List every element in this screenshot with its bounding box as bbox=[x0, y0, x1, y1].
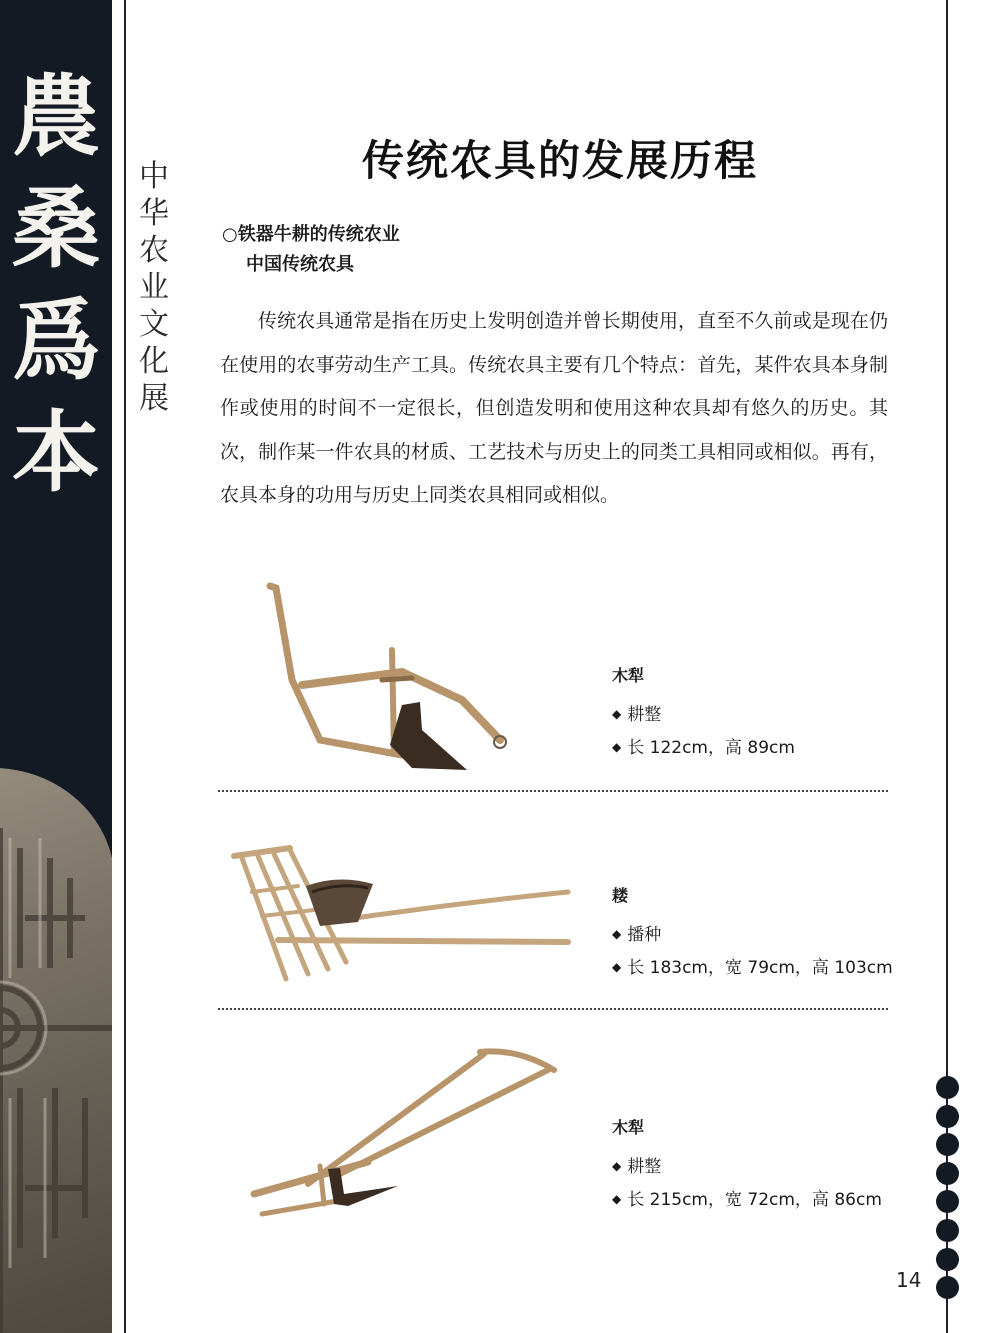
tool-size: ◆ 长 215cm，宽 72cm，高 86cm bbox=[612, 1190, 882, 1210]
stone-tile-image bbox=[0, 768, 112, 1333]
tool-size: ◆ 长 183cm，宽 79cm，高 103cm bbox=[612, 958, 893, 978]
binding-dot bbox=[936, 1105, 959, 1128]
left-decorative-band bbox=[0, 0, 112, 1333]
page-title: 传统农具的发展历程 bbox=[361, 136, 758, 185]
binding-dot bbox=[936, 1276, 959, 1299]
left-vertical-rule bbox=[124, 0, 126, 1333]
tool-use: ◆ 耕整 bbox=[612, 1157, 662, 1177]
exhibit-char: 华 bbox=[139, 196, 169, 231]
calligraphy-char: 農 bbox=[11, 64, 100, 168]
section-subheading: 中国传统农具 bbox=[246, 254, 354, 275]
binding-dot bbox=[936, 1162, 959, 1185]
binding-dots-decoration bbox=[936, 1076, 960, 1305]
calligraphy-title bbox=[0, 60, 112, 508]
intro-paragraph: 传统农具通常是指在历史上发明创造并曾长期使用，直至不久前或是现在仍在使用的农事劳动生产工具。传统农具主要有几个特点：首先，某件农具本身制作或使用的时间不一定很长，但创造发明和使用这种农具却有悠久的历史。其次，制作某一件农具的材质、工艺技术与历史上的同类工具相同或相似。再有，农具本身的功用与历史上同类农具相同或相似。 bbox=[220, 310, 888, 506]
tool-use: ◆ 耕整 bbox=[612, 705, 662, 725]
binding-dot bbox=[936, 1190, 959, 1213]
calligraphy-char: 爲 bbox=[11, 288, 100, 392]
exhibit-char: 农 bbox=[139, 233, 169, 268]
tool-size: ◆ 长 122cm，高 89cm bbox=[612, 738, 795, 758]
diamond-icon: ◆ bbox=[612, 1159, 622, 1173]
tool-name: 木犁 bbox=[612, 1118, 645, 1137]
tool-info-seed-drill bbox=[612, 884, 893, 984]
diamond-icon: ◆ bbox=[612, 927, 622, 941]
dotted-divider bbox=[218, 1008, 888, 1010]
exhibit-char: 中 bbox=[139, 159, 169, 194]
exhibit-char: 业 bbox=[139, 270, 169, 305]
exhibit-char: 化 bbox=[139, 344, 169, 379]
diamond-icon: ◆ bbox=[612, 1192, 622, 1206]
tool-info-plough-2 bbox=[612, 1116, 882, 1216]
binding-dot bbox=[936, 1076, 959, 1099]
diamond-icon: ◆ bbox=[612, 707, 622, 721]
diamond-icon: ◆ bbox=[612, 960, 622, 974]
seed-drill-image bbox=[228, 844, 573, 994]
binding-dot bbox=[936, 1133, 959, 1156]
page-number: 14 bbox=[896, 1268, 922, 1292]
binding-dot bbox=[936, 1219, 959, 1242]
exhibit-char: 展 bbox=[139, 381, 169, 416]
long-plough-image bbox=[248, 1044, 563, 1224]
calligraphy-char: 桑 bbox=[11, 176, 100, 280]
calligraphy-char: 本 bbox=[11, 400, 100, 504]
diamond-icon: ◆ bbox=[612, 740, 622, 754]
dotted-divider bbox=[218, 790, 888, 792]
tool-info-plough-1 bbox=[612, 664, 795, 764]
wooden-plough-image bbox=[262, 580, 512, 780]
tool-name: 耧 bbox=[612, 886, 629, 905]
binding-dot bbox=[936, 1248, 959, 1271]
section-heading bbox=[222, 220, 400, 280]
tool-use: ◆ 播种 bbox=[612, 925, 662, 945]
section-heading-main: ○铁器牛耕的传统农业 bbox=[222, 224, 400, 245]
exhibit-name-vertical bbox=[134, 158, 174, 417]
tool-name: 木犁 bbox=[612, 666, 645, 685]
exhibit-char: 文 bbox=[139, 307, 169, 342]
